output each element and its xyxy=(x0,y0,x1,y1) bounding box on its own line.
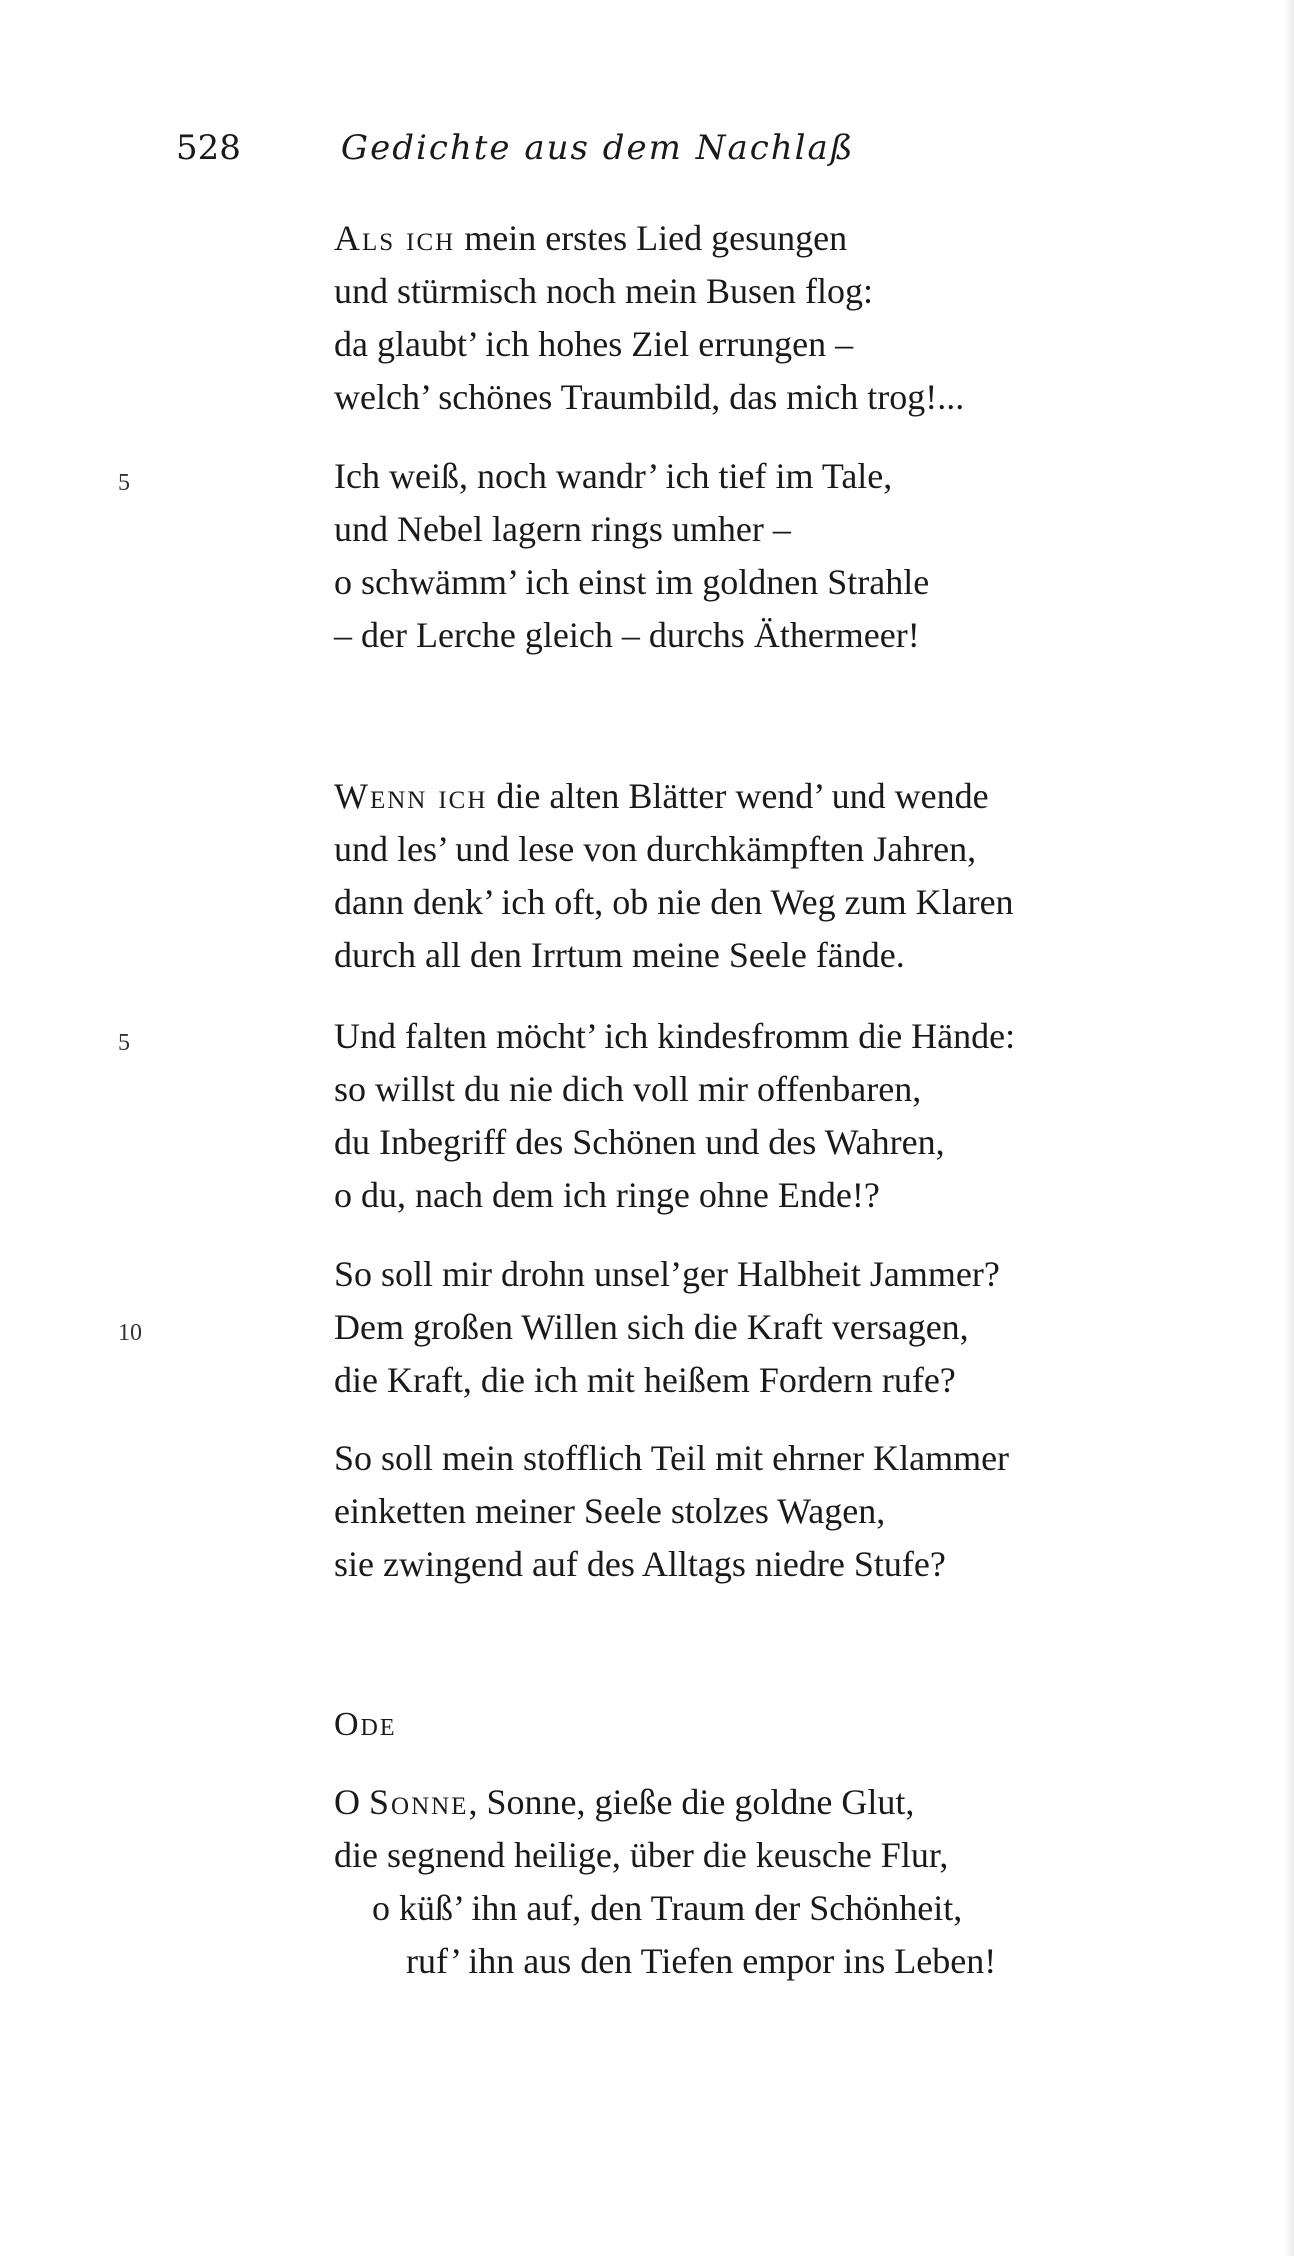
verse-line: durch all den Irrtum meine Seele fände. xyxy=(334,935,905,975)
verse-line xyxy=(334,212,1214,265)
running-title: Gedichte aus dem Nachlaß xyxy=(340,128,855,168)
verse-line: da glaubt’ ich hohes Ziel errungen – xyxy=(334,324,854,364)
line-number: 5 xyxy=(118,470,130,496)
page-header xyxy=(176,128,855,178)
poem-title: Ode xyxy=(334,1706,397,1743)
verse-line-rest: die alten Blätter wend’ und wende xyxy=(487,776,989,816)
page-edge-shadow xyxy=(1284,0,1294,2256)
verse-line: o du, nach dem ich ringe ohne Ende!? xyxy=(334,1175,880,1215)
verse-line: sie zwingend auf des Alltags niedre Stufe? xyxy=(334,1544,946,1584)
verse-line: So soll mir drohn unsel’ger Halbheit Jammer? xyxy=(334,1254,1000,1294)
opening-smallcaps: Wenn ich xyxy=(334,776,488,816)
line-number: 10 xyxy=(118,1320,142,1346)
verse-line: ruf’ ihn aus den Tiefen empor ins Leben! xyxy=(406,1941,997,1981)
verse-line: und Nebel lagern rings umher – xyxy=(334,509,791,549)
poem2-stanza4 xyxy=(334,1432,1214,1591)
verse-line xyxy=(334,770,1214,823)
verse-line: Dem großen Willen sich die Kraft versagen, xyxy=(334,1307,969,1347)
verse-line: o schwämm’ ich einst im goldnen Strahle xyxy=(334,562,930,602)
poem1-stanza2 xyxy=(334,450,1214,662)
poem2-stanza2 xyxy=(334,1010,1214,1222)
opening-smallcaps: Als ich xyxy=(334,218,456,258)
opening-smallcaps: Sonne xyxy=(369,1782,469,1822)
page-number: 528 xyxy=(176,128,241,168)
verse-line: einketten meiner Seele stolzes Wagen, xyxy=(334,1491,886,1531)
verse-line: so willst du nie dich voll mir offenbaren, xyxy=(334,1069,922,1109)
poem3-stanza1 xyxy=(334,1776,1214,1988)
verse-line: o küß’ ihn auf, den Traum der Schönheit, xyxy=(372,1888,963,1928)
verse-line-rest: mein erstes Lied gesungen xyxy=(455,218,848,258)
verse-line: die segnend heilige, über die keusche Flur, xyxy=(334,1835,949,1875)
verse-line: Ich weiß, noch wandr’ ich tief im Tale, xyxy=(334,456,893,496)
verse-line-rest: , Sonne, gieße die goldne Glut, xyxy=(468,1782,915,1822)
verse-line: die Kraft, die ich mit heißem Fordern rufe? xyxy=(334,1360,956,1400)
verse-line-first-word: O xyxy=(334,1782,369,1822)
line-number: 5 xyxy=(118,1030,130,1056)
verse-line: und stürmisch noch mein Busen flog: xyxy=(334,271,873,311)
verse-line: du Inbegriff des Schönen und des Wahren, xyxy=(334,1122,945,1162)
verse-line: So soll mein stofflich Teil mit ehrner Klammer xyxy=(334,1438,1010,1478)
poem2-stanza1 xyxy=(334,770,1214,982)
verse-line: und les’ und lese von durchkämpften Jahren, xyxy=(334,829,977,869)
poem1-stanza1 xyxy=(334,212,1214,424)
verse-line: dann denk’ ich oft, ob nie den Weg zum Klaren xyxy=(334,882,1014,922)
verse-line: – der Lerche gleich – durchs Äthermeer! xyxy=(334,615,920,655)
verse-line: Und falten möcht’ ich kindesfromm die Hände: xyxy=(334,1016,1016,1056)
poem2-stanza3 xyxy=(334,1248,1214,1407)
verse-line xyxy=(334,1776,1214,1829)
verse-line: welch’ schönes Traumbild, das mich trog!... xyxy=(334,377,965,417)
